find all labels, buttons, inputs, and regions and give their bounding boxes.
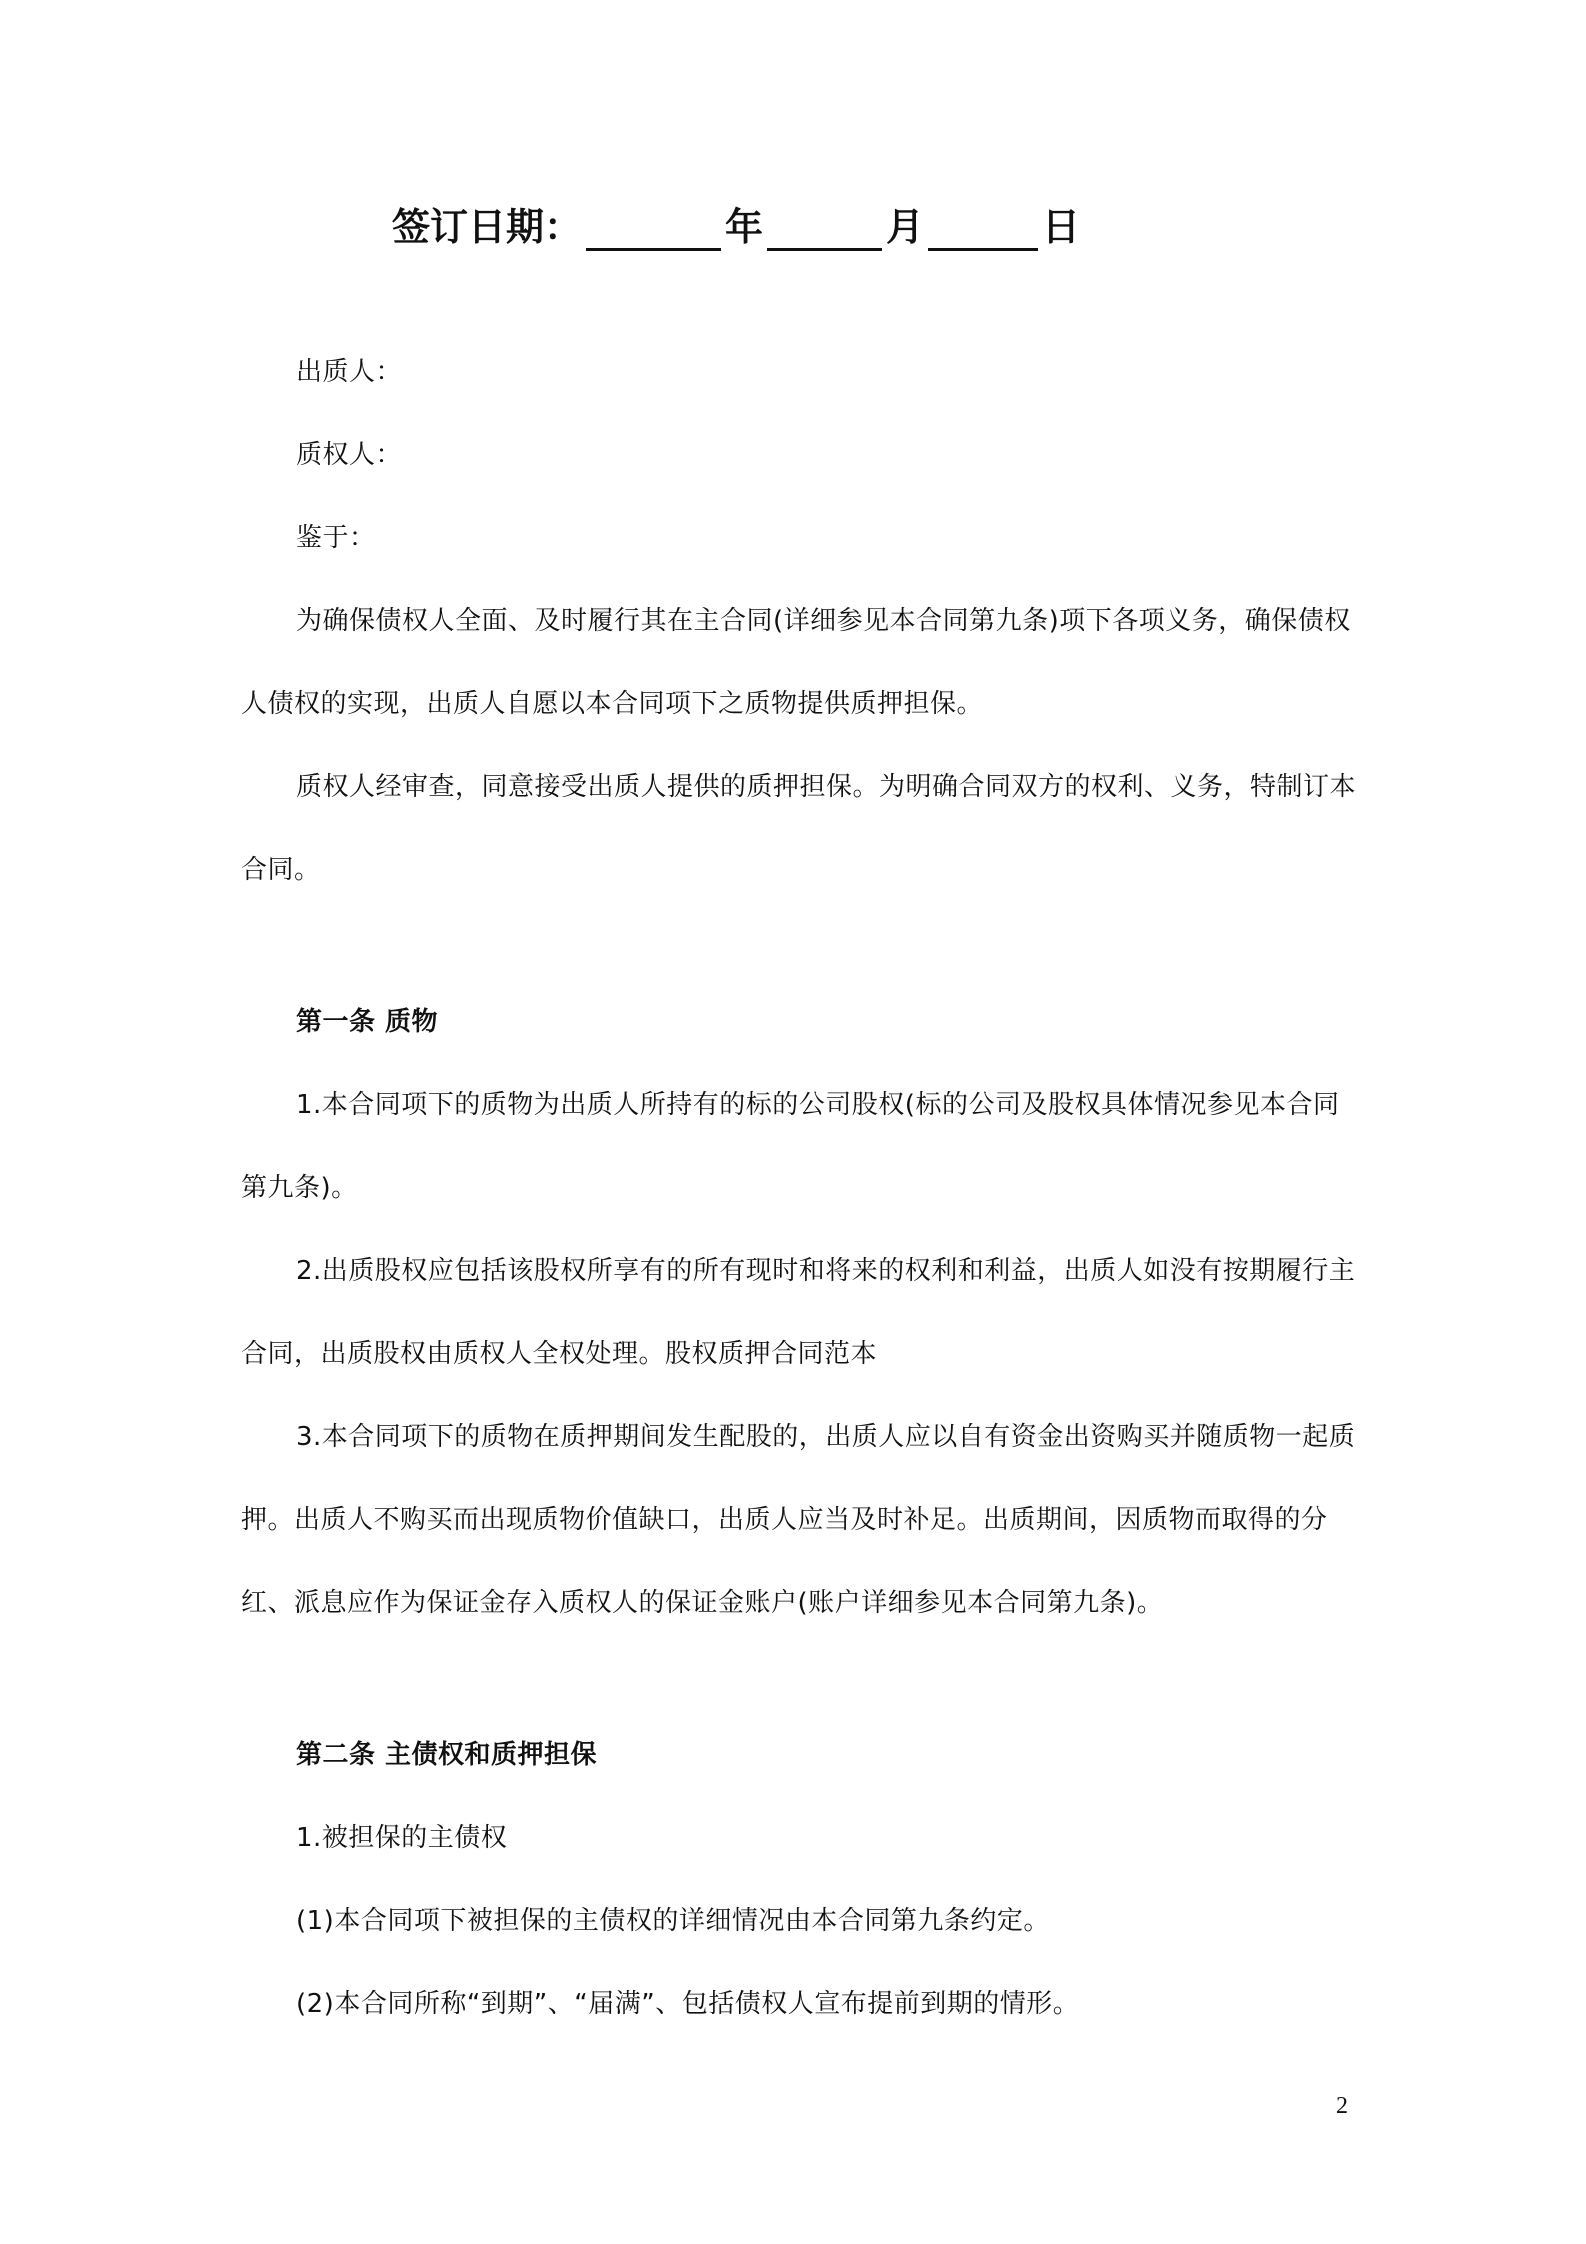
article-1-item-2: 2.出质股权应包括该股权所享有的所有现时和将来的权利和利益，出质人如没有按期履行主合同，出质股权由质权人全权处理。股权质押合同范本 <box>241 1256 1356 1369</box>
pledgor-line: 出质人： <box>296 357 403 387</box>
year-label: 年 <box>725 205 764 249</box>
article-2-sub-1: 1.被担保的主债权 <box>296 1823 508 1853</box>
page-number: 2 <box>1336 2093 1348 2119</box>
article-1-title: 第一条 质物 <box>296 1007 439 1037</box>
recital-1: 为确保债权人全面、及时履行其在主合同(详细参见本合同第九条)项下各项义务，确保债权人债权的实现，出质人自愿以本合同项下之质物提供质押担保。 <box>241 606 1351 719</box>
article-2-title: 第二条 主债权和质押担保 <box>296 1740 598 1770</box>
article-2-item-1: (1)本合同项下被担保的主债权的详细情况由本合同第九条约定。 <box>296 1906 1050 1936</box>
date-label: 签订日期： <box>392 205 583 249</box>
day-blank <box>928 208 1038 251</box>
month-blank <box>767 208 882 251</box>
article-1-item-3: 3.本合同项下的质物在质押期间发生配股的，出质人应以自有资金出资购买并随质物一起质押。出质人不购买而出现质物价值缺口，出质人应当及时补足。出质期间，因质物而取得的分红、派息应作为保证金存入质权人的保证金账户(账户详细参见本合同第九条)。 <box>241 1422 1356 1618</box>
article-2-item-2: (2)本合同所称“到期”、“届满”、包括债权人宣布提前到期的情形。 <box>296 1989 1080 2019</box>
recital-2: 质权人经审查，同意接受出质人提供的质押担保。为明确合同双方的权利、义务，特制订本合同。 <box>241 772 1357 885</box>
signing-date-line <box>392 196 1080 251</box>
year-blank <box>586 208 721 251</box>
whereas-line: 鉴于： <box>296 523 376 553</box>
pledgee-line: 质权人： <box>296 440 403 470</box>
month-label: 月 <box>886 205 925 249</box>
article-1-item-1: 1.本合同项下的质物为出质人所持有的标的公司股权(标的公司及股权具体情况参见本合同第九条)。 <box>241 1090 1340 1203</box>
day-label: 日 <box>1042 205 1081 249</box>
